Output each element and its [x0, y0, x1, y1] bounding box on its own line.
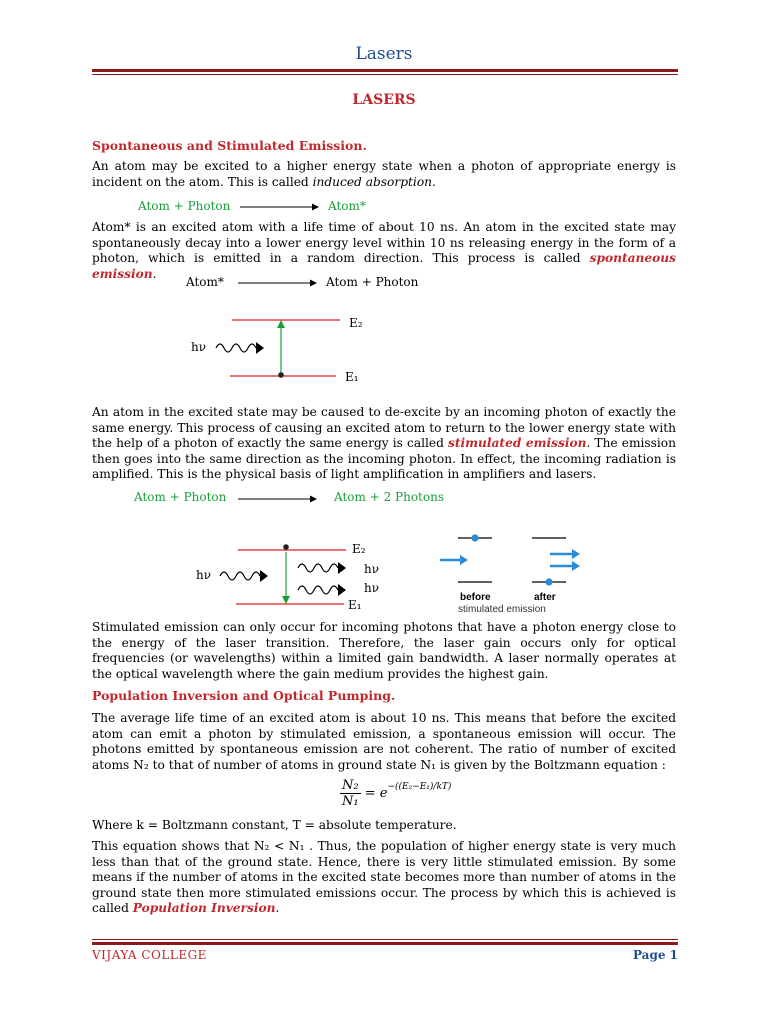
section-heading-spontaneous: Spontaneous and Stimulated Emission.: [92, 138, 367, 153]
eq3-arrow: [238, 494, 318, 504]
eq2-arrow: [238, 278, 318, 288]
p1-end: .: [432, 174, 436, 189]
after-label: after: [534, 592, 556, 603]
p7-end: .: [275, 901, 280, 916]
p1-text: An atom may be excited to a higher energy state when a photon of appropriate energy is incident on the atom. This is called: [92, 159, 676, 189]
paragraph-gain-bandwidth: Stimulated emission can only occur for incoming photons that have a photon energy close to the energy of the laser transition. Therefore, the laser gain occurs only for optical frequencies (or wavelengths) within a limited gain bandwidth. A laser normally operates at the optical wavelength where the gain medium provides the highest gain.: [92, 620, 676, 681]
fig2-e1-label: E₁: [348, 598, 362, 612]
running-header: Lasers: [355, 44, 413, 64]
formula-equals: = e: [364, 786, 388, 801]
fig2-hv-out-1: hν: [364, 562, 380, 576]
footer-rule-thin: [92, 939, 678, 940]
formula-exponent: −((E₂−E₁)/kT): [387, 782, 452, 792]
paragraph-constants: Where k = Boltzmann constant, T = absolute temperature.: [92, 818, 457, 832]
paragraph-induced-absorption: [92, 159, 676, 190]
p3-text: An atom in the excited state may be caused to de-excite by an incoming photon of exactly the same energy. This process of causing an excited atom to return to the lower energy state with the help of a photon of exactly the same energy is called: [92, 405, 676, 451]
p2-end: .: [152, 266, 157, 281]
footer-page-number: Page 1: [632, 948, 678, 962]
footer-rule: [92, 942, 678, 945]
before-label: before: [460, 592, 491, 603]
fig1-atom: [278, 372, 284, 378]
formula-fraction: [340, 778, 361, 809]
figure-stimulated-emission: [190, 540, 370, 612]
footer-college-name: VIJAYA COLLEGE: [92, 948, 207, 962]
paragraph-stimulated: [92, 405, 676, 483]
eq3-right: Atom + 2 Photons: [334, 490, 444, 504]
p3-red-term: stimulated emission: [448, 436, 587, 451]
p7-text: This equation shows that N₂ < N₁ . Thus, the population of higher energy state is very much less than that of the ground state. Hence, there is very little stimulated emission. By some means if the number of atoms in the excited state becomes more than number of atoms in the ground state then more stimulated emissions occur. The process by which this is achieved is called: [92, 839, 676, 916]
fig2-photon-in: [220, 572, 260, 580]
header-rule-thin: [92, 74, 678, 75]
boltzmann-formula: [340, 778, 451, 809]
after-atom: [545, 578, 552, 585]
eq1-right: Atom*: [328, 199, 366, 213]
p7-red-term: Population Inversion: [132, 901, 276, 916]
eq1-arrow: [240, 202, 320, 212]
formula-numerator: N₂: [342, 778, 359, 793]
fig1-hv-label: hν: [191, 340, 207, 354]
figure-caption: stimulated emission: [458, 604, 546, 615]
fig1-e2-label: E₂: [349, 316, 363, 330]
header-rule: [92, 69, 678, 72]
p2-text: Atom* is an excited atom with a life time of about 10 ns. An atom in the excited state may spontaneously decay into a lower energy level within 10 ns releasing energy in the form of a photon, which is emitted in a random direction. This process is called: [92, 220, 676, 266]
figure-before-after: [436, 528, 586, 598]
fig2-atom: [283, 544, 289, 550]
formula-denominator: N₁: [342, 794, 359, 809]
before-atom: [471, 534, 478, 541]
document-title: LASERS: [352, 92, 416, 108]
fig1-e1-label: E₁: [345, 370, 359, 384]
eq3-left: Atom + Photon: [134, 490, 227, 504]
fig2-photon-out-1: [298, 564, 338, 572]
p3-end: . The emission then goes into the same direction as the incoming photon. In effect, the incoming radiation is amplified. This is the physical basis of light amplification in amplifiers and lasers.: [92, 436, 676, 482]
fig2-photon-out-2: [298, 586, 338, 594]
eq2-right: Atom + Photon: [326, 275, 419, 289]
fig2-hv-in: hν: [196, 568, 212, 582]
section-heading-population-inversion: Population Inversion and Optical Pumping.: [92, 688, 396, 703]
fig2-e2-label: E₂: [352, 542, 366, 556]
eq1-left: Atom + Photon: [138, 199, 231, 213]
paragraph-spontaneous: [92, 220, 676, 282]
eq2-left: Atom*: [186, 275, 224, 289]
p1-italic: induced absorption: [312, 174, 433, 189]
paragraph-boltzmann: The average life time of an excited atom is about 10 ns. This means that before the excited atom can emit a photon by stimulated emission, a spontaneous emission will occur. The photons emitted by spontaneous emission are not coherent. The ratio of number of excited atoms N₂ to that of number of atoms in ground state N₁ is given by the Boltzmann equation :: [92, 711, 676, 772]
fig1-photon-wave: [216, 344, 256, 352]
fig2-hv-out-2: hν: [364, 581, 380, 595]
paragraph-population-inversion: [92, 839, 676, 917]
p2-red-term: spontaneous emission: [92, 251, 676, 281]
